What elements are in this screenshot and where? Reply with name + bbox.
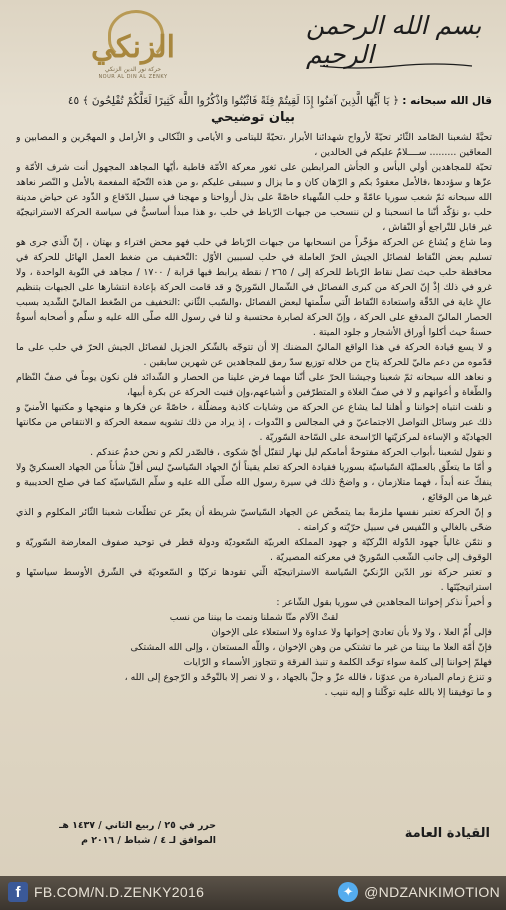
document-header bbox=[0, 0, 506, 92]
closing-line: و تنزع زمام المبادرة من عدوّنا ، فالله عزّ و جلّ بالجهاد ، و لا نصر إلا بالتّوحّد و الرّجوع إلى الله ، bbox=[124, 672, 492, 683]
closing-line: فإنّ أمّة العلا ما بيننا من غير ما تشتكي من وهن الإخوان ، واللّه المستعان ، وإلى الله المشتكى bbox=[130, 642, 492, 653]
paragraph: و نقول لشعبنا ،أبواب الحركة مفتوحةٌ أمامكم ليل نهار لتقبّل أيّ شكوى ، فالصّدر لكم و نحن خدمٌ عندكم . bbox=[90, 447, 492, 458]
facebook-link[interactable] bbox=[8, 880, 238, 904]
basmala-calligraphy bbox=[306, 11, 486, 74]
twitter-icon: ✦ bbox=[338, 882, 358, 902]
paragraph: و إنّ الحركة تعتبر نفسها ملزمةً بما يتمخّض عن الجهاد السّياسيّ شريطة أن يعبّر عن تطلّعات شعبنا الثّائر المكلوم و الذي ضحّى بالغالي و النّفيس في سبيل حرّيّته و كرامته . bbox=[16, 507, 492, 533]
closing-line: فهلمّ إخواننا إلى كلمة سواء توحّد الكلمة و تنبذ الفرقة و تتجاوز الأسماء و الرّايات bbox=[183, 657, 492, 668]
paragraph: و أمّا ما يتعلّق بالعمليّة السّياسيّة بسوريا فقيادة الحركة تعلم يقيناً أنّ الجهاد السّياسيّ ليس أقلّ شأناً من الجهاد العسكريّ ولا ينفكّ عنه أبداً ، فهما متلازمان ، و واضحٌ ذلك في سيرة رسول الله صلّى الله عليه و سلّم السّياسيّة كما في صلح الحديبية و غيرها من الوقائع ، bbox=[16, 462, 492, 503]
paragraph: و أخيراً نذكر إخواننا المجاهدين في سوريا بقول الشّاعر : bbox=[276, 597, 492, 608]
logo-subtitle: حركة نور الدين الزنكي bbox=[104, 66, 162, 73]
hijri-date: حرر في ٢٥ / ربيع الثاني / ١٤٣٧ هـ bbox=[59, 820, 216, 831]
basmala-text: بسم الله الرحمن الرحيم bbox=[306, 11, 482, 69]
logo-name: الزنكي bbox=[91, 30, 175, 65]
closing-line: فإلى أُمّ العلا ، ولا ولا بأن تعاديَ إخوانها ولا عداوة ولا استعلاء على الإخوان bbox=[211, 627, 492, 638]
facebook-label: FB.COM/N.D.ZENKY2016 bbox=[34, 884, 205, 900]
logo-subtitle-en: NOUR AL DIN AL ZENKY bbox=[98, 74, 168, 80]
statement-body bbox=[16, 130, 492, 800]
paragraph: وما شاع و يُشاع عن الحركة مؤخّراً من انسحابها من جبهات الرّباط في حلب فهو محض افتراء و بهتان ، إنّ الّذي جرى هو تسليم بعض النّقاط لفصائل الجيش الحرّ العاملة في حلب لسببين الأوّل :التّخفيف من ضغط العمل الهائل للحركة في محافظة حلب حيث تصل نقاط الرّباط للحركة إلى / ٢٦٥ / نقطة يرابط فيها قرابة / ١٧٠٠ / مجاهد في النّوبة الواحدة ، ولا غرو في ذلك إذْ إنّ الحركة من كبرى الفصائل في الشّمال السّوريّ و قد قامت الحركة بإعادة انتشارها على الجبهات بتنظيم عالٍ غاية في الدّقّة واستعادة النّقاط الّتي سلّمتها لبعض الفصائل ،والسّبب الثّاني :التخفيف من الضّغط الماليّ الشّديد بسبب الحصار الماليّ المدقع على الحركة ، وإنّ الحركة لصابرة محتسبة و لنا في رسول الله صلّى الله عليه و سلّم و أصحابه أسوةٌ حسنةٌ حيث أكلوا أوراق الأشجار و جلود الميتة . bbox=[16, 237, 492, 338]
paragraph: و لا يسع قيادة الحركة في هذا الواقع الماليّ المضنك إلا أن تتوجّه بالشّكر الجزيل لفصائل الجيش الحرّ في حلب على ما قدّموه من دعم ماليّ للحركة يتاح من خلاله توزيع سدّ رمق للمجاهدين عن شهرين سابقين . bbox=[16, 342, 492, 368]
paragraph: و تعتبر حركة نور الدّين الزّنكيّ السّياسة الاستراتيجيّة الّتي تقودها تركيّا و السّعوديّة في الشّرق الأوسط سياستَها و استراتيجيّتَها . bbox=[16, 567, 492, 593]
paragraph: و نلفت انتباه إخواننا و أهلنا لما يشاع عن الحركة من وشايات كاذبة ومضلّلة ، خاصّةً عن فكرها و منهجها و مكتبها الأمنيّ و ذلك عبر وسائل التواصل الاجتماعيّ و في المجالس و النّدوات ، إذ يراد من ذلك تشويه سمعة الحركة و الانتقاص من مكانتها الجهاديّة و الإساءة لمركزيّتها الرّاسخة على السّاحة السّوريّة . bbox=[16, 402, 492, 443]
paragraph: و نعاهد الله سبحانه ثمّ شعبنا وجيشنا الحرّ على أنّنا مهما فرض علينا من الحصار و الشّدائد فلن نكون يوماً في صفّ النّظام والطّغاة و أعوانهم و لا في صفّ الغلاة و المتطرّفين و أشياعهم،وإن فنيت الحركة عن بكرة أبيها، bbox=[16, 372, 492, 398]
paragraph: تحيّة للمجاهدين أولي البأس و الجأش المرابطين على ثغور معركة الأمّة قاطبة ،أيّها المجاهد المجهول أنت شرف الأمّة و عزّها و سؤددها ،فالأمل معقودٌ بكم و الرّهان كان و ما يزال و سيبقى عليكم ،و من هذه التّحيّة المفعمة بالأمل و النّصر نعاهد الله سبحانه ثمّ شعب سوريا عامّةً و حلب الشّهباء خاصّةً على بذل أرواحنا و مهجنا في سبيل الدّفاع و الذّود عن حياض مدينة حلب ،و نؤكّد أنّنا ما انسحبنا و لن ننسحب من جبهات الرّباط في حلب ،و هذا مبدأ أساسيٌّ في سياسة الحركة الاستراتيجيّة غير قابل للتّراجع أو النّقاش ، bbox=[16, 162, 492, 233]
zenki-logo bbox=[88, 10, 178, 82]
twitter-label: @NDZANKIMOTION bbox=[364, 884, 500, 900]
facebook-icon: f bbox=[8, 882, 28, 902]
closing-line: و ما توفيقنا إلا بالله عليه توكّلنا و إليه ننيب . bbox=[324, 687, 492, 698]
paragraph: تحيَّةً لشعبنا الصّامد الثّائر تحيّةً لأرواح شهدائنا الأبرار ،تحيّةً لليتامى و الأيامى و الثّكالى و الأرامل و المهجّرين و المصابين و المعاقين ......... ســــلامٌ عليكم في الخالدين ، bbox=[16, 132, 492, 158]
calligraphy-flourish-icon bbox=[316, 62, 476, 70]
verse-lead: قال الله سبحانه : bbox=[402, 95, 492, 107]
issue-date bbox=[16, 818, 216, 848]
statement-title: بيان توضيحي bbox=[210, 110, 296, 125]
signature-general-command: القيادة العامة bbox=[404, 826, 490, 841]
twitter-link[interactable] bbox=[300, 880, 500, 904]
poem-verse: لقتْ الآلام منّا شملنا ونمت ما بيننا من نسب bbox=[169, 612, 339, 623]
gregorian-date: الموافق لـ ٤ / شباط / ٢٠١٦ م bbox=[81, 835, 216, 846]
paragraph: و نثمّن غالياً جهود الدّولة التّركيّة و جهود المملكة العربيّة السّعوديّة ودولة قطر في توحيد صفوف المعارضة السّوريّة و الوقوف إلى جانب الشّعب السّوريّ في معركته المصيريّة . bbox=[16, 537, 492, 563]
verse-text: ﴿ يَا أَيُّهَا الَّذِينَ آمَنُوا إِذَا لَقِيتُمْ فِئَةً فَاثْبُتُوا وَاذْكُرُوا اللَّهَ كَثِيرًا لَعَلَّكُمْ تُفْلِحُونَ ﴾ ٤٥ bbox=[67, 95, 399, 107]
